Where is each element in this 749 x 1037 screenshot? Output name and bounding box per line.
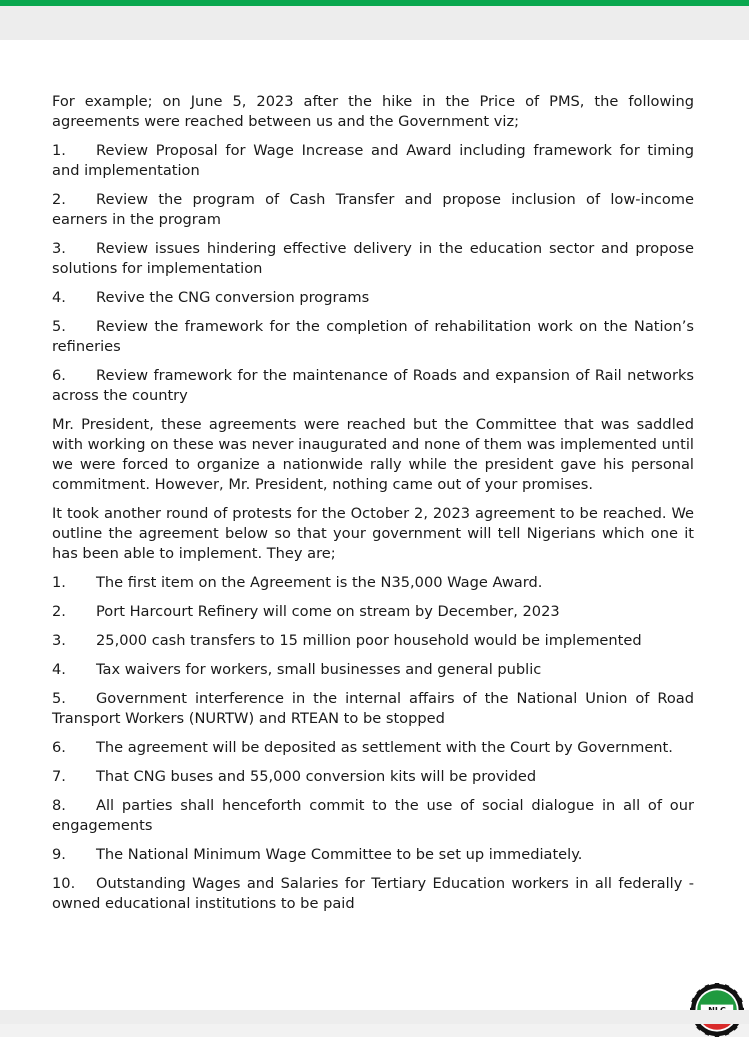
item-number: 9. bbox=[52, 846, 66, 863]
list-item bbox=[52, 288, 694, 308]
list-item bbox=[52, 631, 694, 651]
list-item bbox=[52, 874, 694, 914]
item-text: Revive the CNG conversion programs bbox=[96, 289, 370, 306]
item-number: 5. bbox=[52, 690, 66, 707]
item-text: Outstanding Wages and Salaries for Tertiary Education workers in all federally - owned educational institutions to be paid bbox=[52, 875, 694, 912]
header-band bbox=[0, 6, 749, 40]
item-number: 1. bbox=[52, 142, 66, 159]
item-number: 1. bbox=[52, 574, 66, 591]
item-number: 3. bbox=[52, 240, 66, 257]
item-text: Review framework for the maintenance of Roads and expansion of Rail networks across the country bbox=[52, 367, 694, 404]
item-text: All parties shall henceforth commit to the use of social dialogue in all of our engagements bbox=[52, 797, 694, 834]
item-number: 4. bbox=[52, 661, 66, 678]
list-item bbox=[52, 141, 694, 181]
item-text: Review the program of Cash Transfer and propose inclusion of low-income earners in the program bbox=[52, 191, 694, 228]
item-number: 4. bbox=[52, 289, 66, 306]
item-number: 2. bbox=[52, 191, 66, 208]
list-item bbox=[52, 239, 694, 279]
item-number: 2. bbox=[52, 603, 66, 620]
item-text: 25,000 cash transfers to 15 million poor household would be implemented bbox=[96, 632, 642, 649]
june-agreements-list bbox=[52, 141, 694, 406]
list-item bbox=[52, 190, 694, 230]
item-text: Review the framework for the completion of rehabilitation work on the Nation’s refineries bbox=[52, 318, 694, 355]
item-text: The National Minimum Wage Committee to be set up immediately. bbox=[96, 846, 583, 863]
logo-gear-tooth bbox=[715, 1032, 720, 1037]
list-item bbox=[52, 366, 694, 406]
october-paragraph: It took another round of protests for the October 2, 2023 agreement to be reached. We outline the agreement below so that your government will tell Nigerians which one it has been able to implement. They are; bbox=[52, 505, 694, 562]
october-agreements-list bbox=[52, 573, 694, 914]
list-item bbox=[52, 767, 694, 787]
committee-paragraph: Mr. President, these agreements were reached but the Committee that was saddled with working on these was never inaugurated and none of them was implemented until we were forced to organize a nationwide rally while the president gave his personal commitment. However, Mr. President, nothing came out of your promises. bbox=[52, 416, 694, 493]
list-item bbox=[52, 573, 694, 593]
item-number: 8. bbox=[52, 797, 66, 814]
item-text: That CNG buses and 55,000 conversion kits will be provided bbox=[96, 768, 537, 785]
list-item bbox=[52, 738, 694, 758]
list-item bbox=[52, 317, 694, 357]
logo-gear-tooth bbox=[715, 983, 720, 988]
list-item bbox=[52, 796, 694, 836]
item-text: Review Proposal for Wage Increase and Award including framework for timing and implementation bbox=[52, 142, 694, 179]
item-number: 6. bbox=[52, 739, 66, 756]
item-number: 10. bbox=[52, 875, 76, 892]
item-text: The first item on the Agreement is the N35,000 Wage Award. bbox=[96, 574, 543, 591]
item-text: Government interference in the internal affairs of the National Union of Road Transport Workers (NURTW) and RTEAN to be stopped bbox=[52, 690, 694, 727]
list-item bbox=[52, 602, 694, 622]
footer-band bbox=[0, 1010, 749, 1024]
item-text: Port Harcourt Refinery will come on stream by December, 2023 bbox=[96, 603, 560, 620]
item-text: The agreement will be deposited as settlement with the Court by Government. bbox=[96, 739, 673, 756]
document-page bbox=[0, 40, 749, 1010]
item-number: 6. bbox=[52, 367, 66, 384]
letter-body bbox=[52, 92, 694, 923]
list-item bbox=[52, 660, 694, 680]
intro-paragraph: For example; on June 5, 2023 after the hike in the Price of PMS, the following agreements were reached between us and the Government viz; bbox=[52, 93, 694, 130]
item-text: Review issues hindering effective delivery in the education sector and propose solutions for implementation bbox=[52, 240, 694, 277]
item-text: Tax waivers for workers, small businesses and general public bbox=[96, 661, 542, 678]
item-number: 3. bbox=[52, 632, 66, 649]
item-number: 7. bbox=[52, 768, 66, 785]
list-item bbox=[52, 689, 694, 729]
item-number: 5. bbox=[52, 318, 66, 335]
list-item bbox=[52, 845, 694, 865]
